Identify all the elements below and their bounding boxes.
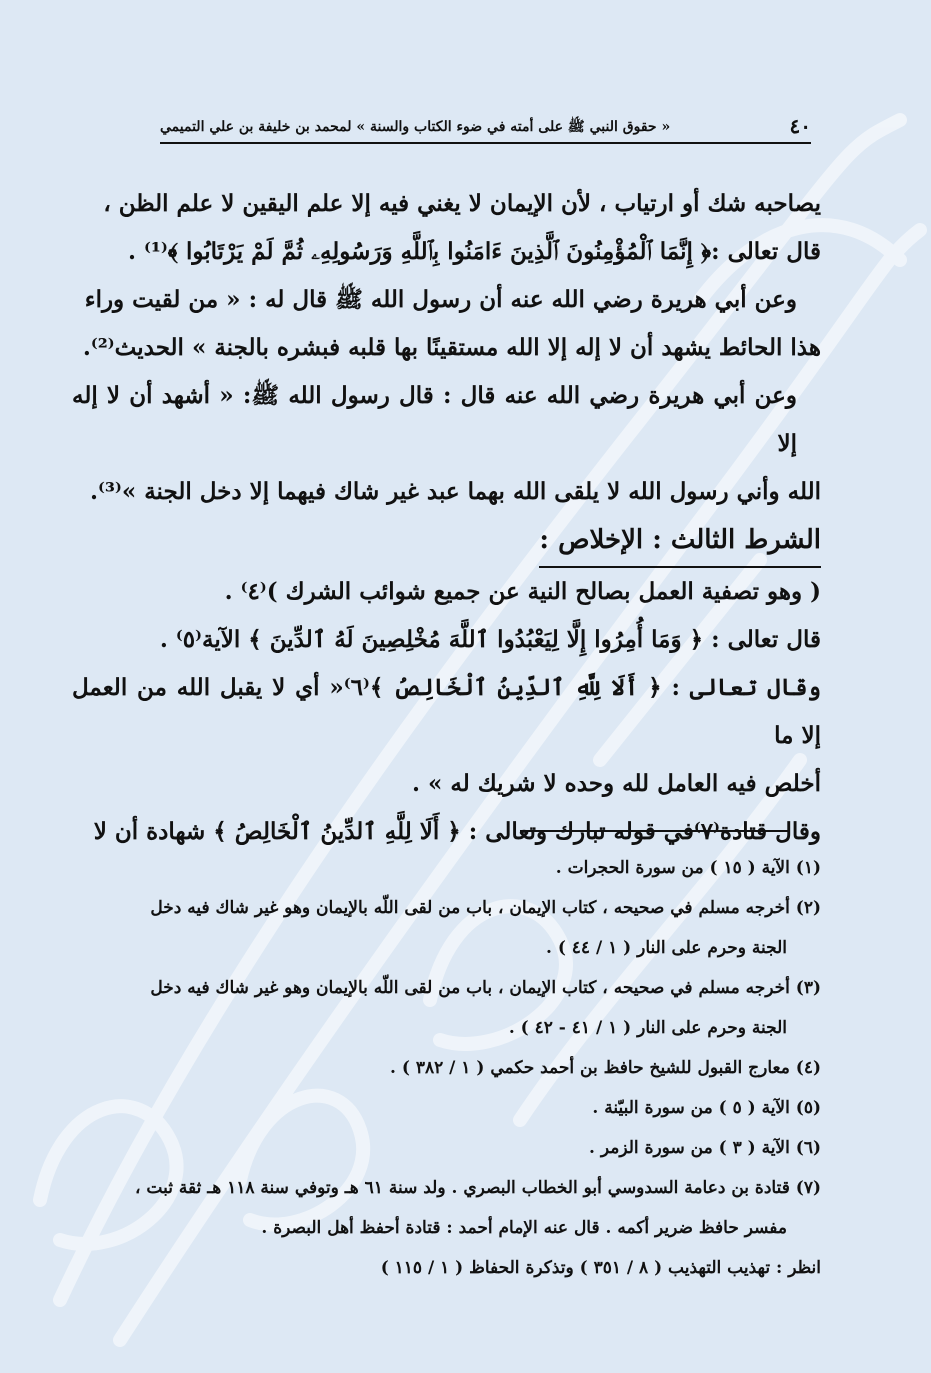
footnote-2: (٢) أخرجه مسلم في صحيحه ، كتاب الإيمان ، باب من لقى اللّه بالإيمان وهو غير شاك فيه دخل <box>150 898 821 918</box>
text-line: وقال قتادة⁽٧⁾في قوله تبارك وتعالى : ﴿ أَلَا لِلَّهِ ٱلدِّينُ ٱلْخَالِصُ ﴾ شهادة أن لا <box>93 818 821 845</box>
footnote-4: (٤) معارج القبول للشيخ حافظ بن أحمد حكمي ( ١ / ٣٨٢ ) . <box>390 1058 821 1078</box>
footnote-7: (٧) قتادة بن دعامة السدوسي أبو الخطاب البصري . ولد سنة ٦١ هـ وتوفي سنة ١١٨ هـ ثقة ثبت ، <box>135 1178 821 1198</box>
text-line: يصاحبه شك أو ارتياب ، لأن الإيمان لا يغني فيه إلا علم اليقين لا علم الظن ، <box>103 190 821 217</box>
text-line: قال تعالى : ﴿ وَمَا أُمِرُوا إِلَّا لِيَعْبُدُوا ٱللَّهَ مُخْلِصِينَ لَهُ ٱلدِّينَ ﴾ الآية⁽٥⁾ . <box>159 626 821 653</box>
footnote-5: (٥) الآية ( ٥ ) من سورة البيّنة . <box>592 1098 821 1118</box>
page-number: ٤٠ <box>789 114 811 138</box>
running-title: « حقوق النبي ﷺ على أمته في ضوء الكتاب والسنة » لمحمد بن خليفة بن علي التميمي <box>160 119 671 135</box>
section-heading <box>72 516 821 568</box>
footnote-7-cont: مفسر حافظ ضرير أكمه . قال عنه الإمام أحمد : قتادة أحفظ أهل البصرة . <box>261 1218 787 1238</box>
text-line: قال تعالى :﴿ إِنَّمَا ٱلْمُؤْمِنُونَ ٱلَّذِينَ ءَامَنُوا بِٱللَّهِ وَرَسُولِهِۦ ثُمَّ لَمْ يَرْتَابُوا ﴾⁽¹⁾ . <box>128 238 821 265</box>
text-line: وعن أبي هريرة رضي الله عنه أن رسول الله ﷺ قال له : « من لقيت وراء <box>84 286 797 313</box>
footnote-2-cont: الجنة وحرم على النار ( ١ / ٤٤ ) . <box>545 938 787 958</box>
text-line: أخلص فيه العامل لله وحده لا شريك له » . <box>412 770 821 797</box>
footnote-3: (٣) أخرجه مسلم في صحيحه ، كتاب الإيمان ، باب من لقى اللّه بالإيمان وهو غير شاك فيه دخل <box>150 978 821 998</box>
text-line: هذا الحائط يشهد أن لا إله إلا الله مستقينًا بها قلبه فبشره بالجنة » الحديث⁽²⁾. <box>82 334 821 361</box>
section-heading-text: الشرط الثالث : الإخلاص : <box>539 516 821 568</box>
footnotes <box>72 848 821 1288</box>
text-line: وقال تعالى : ﴿ أَلَا لِلَّهِ ٱلدِّينُ ٱلْخَالِصُ ﴾⁽٦⁾« أي لا يقبل الله من العمل إلا ما <box>72 674 821 749</box>
text-line: وعن أبي هريرة رضي الله عنه قال : قال رسول الله ﷺ: « أشهد أن لا إله إلا <box>72 382 797 457</box>
footnote-7-ref: انظر : تهذيب التهذيب ( ٨ / ٣٥١ ) وتذكرة الحفاظ ( ١ / ١١٥ ) <box>380 1258 821 1278</box>
footnote-separator <box>520 830 790 832</box>
text-line: الله وأني رسول الله لا يلقى الله بهما عبد غير شاك فيهما إلا دخل الجنة »⁽³⁾. <box>90 478 821 505</box>
page-header <box>160 108 811 144</box>
main-text <box>72 180 821 856</box>
footnote-3-cont: الجنة وحرم على النار ( ١ / ٤١ - ٤٢ ) . <box>508 1018 787 1038</box>
text-line: ( وهو تصفية العمل بصالح النية عن جميع شوائب الشرك )⁽٤⁾ . <box>224 578 821 605</box>
footnote-6: (٦) الآية ( ٣ ) من سورة الزمر . <box>589 1138 821 1158</box>
footnote-1: (١) الآية ( ١٥ ) من سورة الحجرات . <box>555 858 821 878</box>
